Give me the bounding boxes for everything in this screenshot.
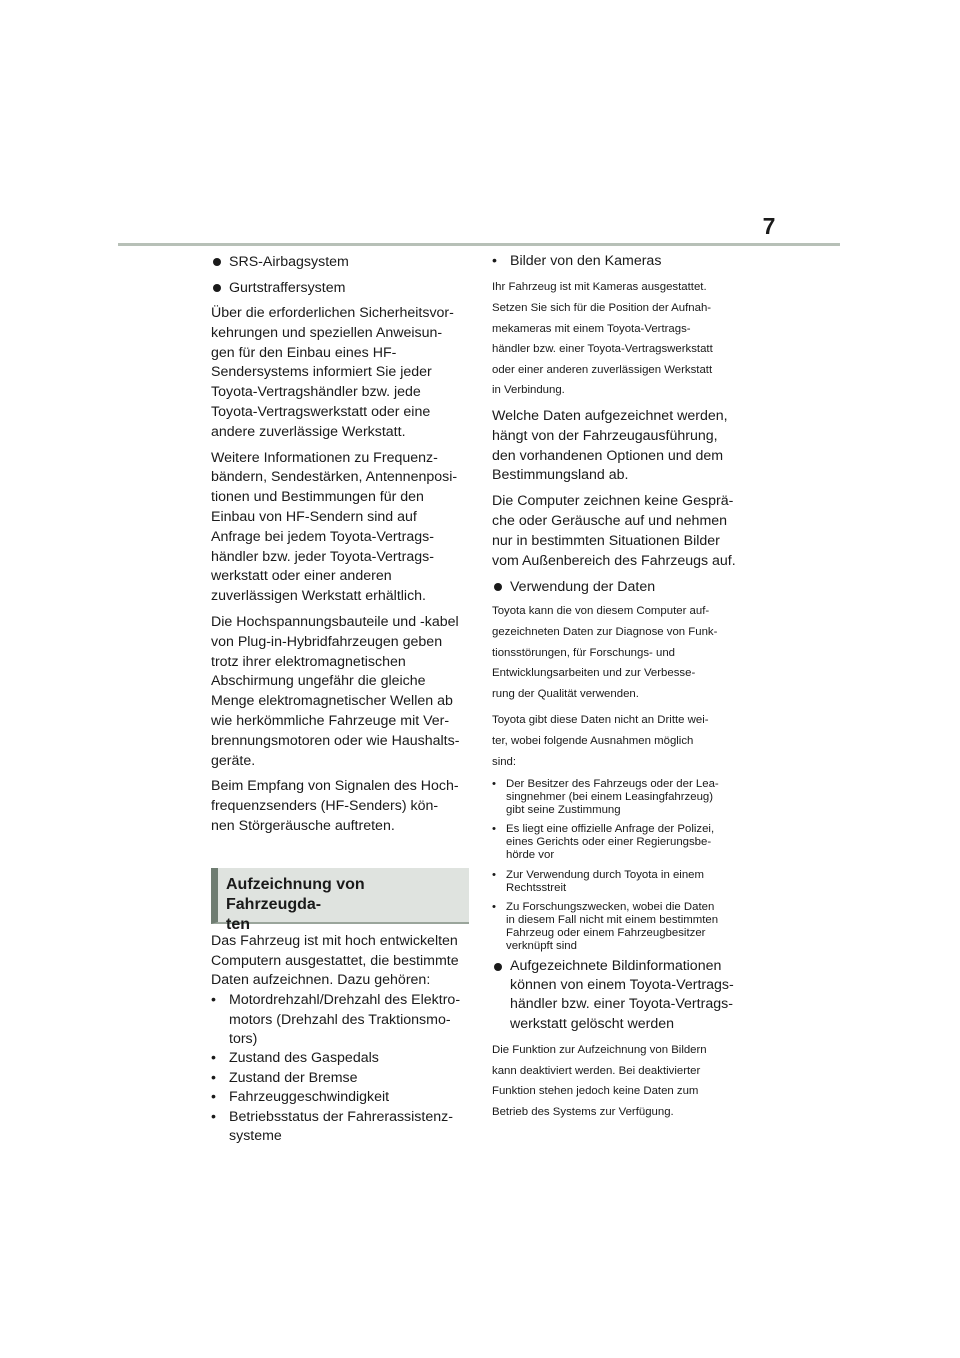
list-item: • Betriebsstatus der Fahrerassistenz- systeme	[211, 1108, 469, 1147]
bullet-gurtstraffer: Gurtstraffersystem	[211, 278, 469, 298]
paragraph-computer-intro: Das Fahrzeug ist mit hoch entwickelten Computern ausgestattet, die bestimmte Daten aufzeichnen. Dazu gehören:	[211, 932, 459, 989]
left-column	[211, 252, 469, 1146]
bullet-bildinformationen: Aufgezeichnete Bildinformationen können von einem Toyota-Vertrags- händler bzw. einer Toyota-Vertrags- werkstatt gelöscht werden	[492, 957, 756, 1035]
list-item: • Zustand der Bremse	[211, 1069, 469, 1088]
section-heading: Aufzeichnung von Fahrzeugda- ten	[211, 868, 469, 924]
right-column	[492, 252, 756, 1123]
list-item-kameras: • Bilder von den Kameras	[492, 252, 756, 271]
note-bilder-deaktivieren: Die Funktion zur Aufzeichnung von Bildern kann deaktiviert werden. Bei deaktivierter Funktion stehen jedoch keine Daten zum Betrieb des Systems zur Verfügung.	[492, 1044, 707, 1119]
paragraph-frequenzbaender: Weitere Informationen zu Frequenz- bändern, Sendestärken, Antennenposi- tionen und Bestimmungen für den Einbau von HF-Sendern sind auf Anfrage bei jedem Toyota-Vertrags- händler bzw. jeder Toyota-Vertrags- werkstatt oder einer anderen zuverlässigen Werkstatt erhältlich.	[211, 449, 458, 605]
exception-item: • Zur Verwendung durch Toyota in einem Rechtsstreit	[492, 869, 756, 895]
bullet-verwendung: Verwendung der Daten	[492, 577, 756, 597]
exception-item: • Zu Forschungszwecken, wobei die Daten in diesem Fall nicht mit einem bestimmten Fahrzeug oder einem Fahrzeugbesitzer verknüpft sind	[492, 901, 756, 952]
header-rule	[118, 243, 840, 246]
paragraph-welche-daten: Welche Daten aufgezeichnet werden, hängt von der Fahrzeugausführung, den vorhandenen Optionen und dem Bestimmungsland ab.	[492, 407, 728, 484]
page-number: 7	[762, 213, 776, 239]
list-item: • Zustand des Gaspedals	[211, 1049, 469, 1068]
list-item: • Motordrehzahl/Drehzahl des Elektro- motors (Drehzahl des Traktionsmo- tors)	[211, 991, 469, 1049]
paragraph-keine-gespraeche: Die Computer zeichnen keine Gesprä- che oder Geräusche auf und nehmen nur in bestimmten Situationen Bilder vom Außenbereich des Fahrzeugs auf.	[492, 493, 736, 569]
paragraph-hochspannung: Die Hochspannungsbauteile und -kabel von Plug-in-Hybridfahrzeugen geben trotz ihrer elektromagnetischen Abschirmung ungefähr die gleiche Menge elektromagnetischer Wellen ab wie herkömmliche Fahrzeuge mit Ver- brennungsmotoren oder wie Haushalts- geräte.	[211, 613, 460, 769]
note-verwendung: Toyota kann die von diesem Computer auf- gezeichneten Daten zur Diagnose von Funk- tionsstörungen, für Forschungs- und Entwicklungsarbeiten und zur Verbesse- rung der Qualität verwenden.	[492, 605, 718, 700]
paragraph-stoergeraeusche: Beim Empfang von Signalen des Hoch- frequenzsenders (HF-Senders) kön- nen Störgeräusche auftreten.	[211, 778, 459, 834]
bullet-srs-airbag: SRS-Airbagsystem	[211, 252, 469, 272]
list-item: • Fahrzeuggeschwindigkeit	[211, 1088, 469, 1107]
note-dritte: Toyota gibt diese Daten nicht an Dritte wei- ter, wobei folgende Ausnahmen möglich sind:	[492, 714, 709, 768]
paragraph-hf-einbau: Über die erforderlichen Sicherheitsvor- kehrungen und speziellen Anweisun- gen für den Einbau eines HF- Sendersystems informiert Sie jeder Toyota-Vertragshändler bzw. jede Toyota-Vertragswerkstatt oder eine andere zuverlässige Werkstatt.	[211, 305, 454, 440]
note-kameras: Ihr Fahrzeug ist mit Kameras ausgestattet. Setzen Sie sich für die Position der Aufnah- mekameras mit einem Toyota-Vertrags- händler bzw. einer Toyota-Vertragswerkstatt oder einer anderen zuverlässigen Werkstatt in Verbindung.	[492, 281, 713, 397]
exception-item: • Es liegt eine offizielle Anfrage der Polizei, eines Gerichts oder einer Regierungsbe- hörde vor	[492, 823, 756, 861]
exception-item: • Der Besitzer des Fahrzeugs oder der Lea- singnehmer (bei einem Leasingfahrzeug) gibt seine Zustimmung	[492, 778, 756, 816]
